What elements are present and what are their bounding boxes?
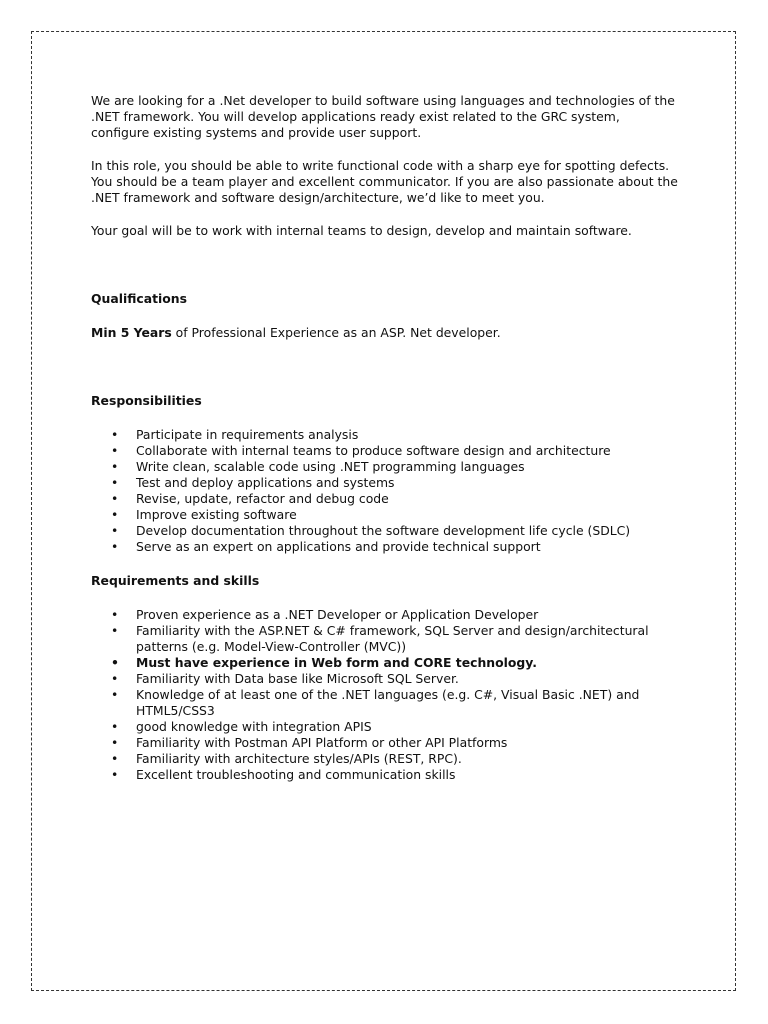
list-item: • Familiarity with architecture styles/APIs (REST, RPC). (91, 751, 681, 767)
qualifications-text (91, 325, 681, 341)
intro-paragraph-1: We are looking for a .Net developer to build software using languages and technologies of the .NET framework. You will develop applications ready exist related to the GRC system, configure existing systems and provide user support. (91, 93, 675, 140)
responsibilities-heading: Responsibilities (91, 393, 202, 408)
list-item: • Revise, update, refactor and debug code (91, 491, 681, 507)
list-item: • Collaborate with internal teams to produce software design and architecture (91, 443, 681, 459)
intro-paragraph-3: Your goal will be to work with internal teams to design, develop and maintain software. (91, 223, 632, 238)
list-item: • good knowledge with integration APIS (91, 719, 681, 735)
list-item: • Test and deploy applications and systems (91, 475, 681, 491)
list-item: • Familiarity with the ASP.NET & C# framework, SQL Server and design/architectural patterns (e.g. Model-View-Controller (MVC)) (91, 623, 681, 655)
list-item-emphasis: • Must have experience in Web form and CORE technology. (91, 655, 681, 671)
document-body (91, 93, 681, 783)
responsibilities-list (91, 427, 681, 555)
list-item: • Familiarity with Data base like Microsoft SQL Server. (91, 671, 681, 687)
qualifications-rest: of Professional Experience as an ASP. Net developer. (171, 325, 501, 340)
list-item: • Excellent troubleshooting and communication skills (91, 767, 681, 783)
list-item: • Knowledge of at least one of the .NET languages (e.g. C#, Visual Basic .NET) and HTML5/CSS3 (91, 687, 681, 719)
list-item: • Write clean, scalable code using .NET programming languages (91, 459, 681, 475)
list-item: • Familiarity with Postman API Platform or other API Platforms (91, 735, 681, 751)
list-item: • Proven experience as a .NET Developer or Application Developer (91, 607, 681, 623)
requirements-list (91, 607, 681, 783)
list-item: • Develop documentation throughout the software development life cycle (SDLC) (91, 523, 681, 539)
list-item: • Serve as an expert on applications and provide technical support (91, 539, 681, 555)
list-item: • Improve existing software (91, 507, 681, 523)
requirements-heading: Requirements and skills (91, 573, 260, 588)
intro-paragraph-2: In this role, you should be able to write functional code with a sharp eye for spotting defects. You should be a team player and excellent communicator. If you are also passionate about the .NET framework and software design/architecture, we’d like to meet you. (91, 158, 678, 205)
list-item: • Participate in requirements analysis (91, 427, 681, 443)
qualifications-bold-lead: Min 5 Years (91, 325, 172, 340)
qualifications-heading: Qualifications (91, 291, 187, 306)
